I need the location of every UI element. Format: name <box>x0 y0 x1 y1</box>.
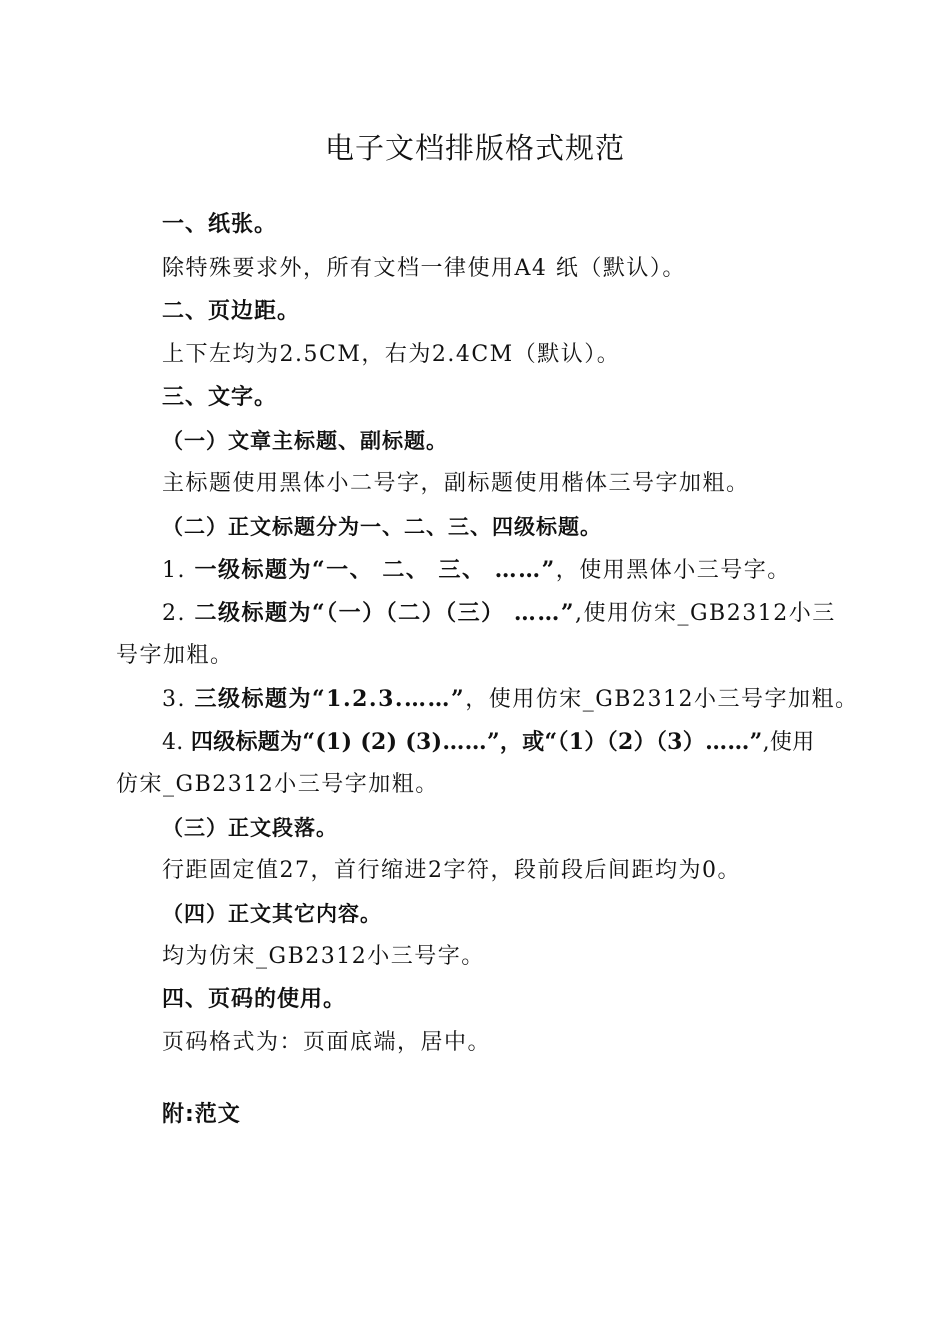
subsection-heading-other: （四）正文其它内容。 <box>162 902 382 926</box>
document-title: 电子文档排版格式规范 <box>324 131 625 165</box>
list-item-number: 4. <box>162 730 184 755</box>
list-item-level2 <box>162 597 836 630</box>
list-item-rest-text: ,使用 <box>762 730 815 755</box>
section-body-margins: 上下左均为2.5CM，右为2.4CM（默认）。 <box>162 342 621 367</box>
list-item-rest-text: ，使用仿宋_GB2312小三号字加粗。 <box>465 687 859 712</box>
subsection-heading-levels: （二）正文标题分为一、二、三、四级标题。 <box>162 515 602 539</box>
list-item-number: 2. <box>162 601 186 626</box>
subsection-body-titles: 主标题使用黑体小二号字，副标题使用楷体三号字加粗。 <box>162 471 750 496</box>
list-item-level4 <box>162 726 815 759</box>
section-heading-margins: 二、页边距。 <box>162 299 301 324</box>
list-item-level4-continuation: 仿宋_GB2312小三号字加粗。 <box>116 772 439 797</box>
list-item-number: 1. <box>162 558 186 583</box>
list-item-level1 <box>162 554 791 587</box>
appendix-label: 附:范文 <box>162 1102 241 1127</box>
list-item-level2-continuation: 号字加粗。 <box>116 643 234 668</box>
subsection-heading-titles: （一）文章主标题、副标题。 <box>162 429 448 453</box>
list-item-bold-text: 三级标题为“1.2.3.……” <box>194 686 466 712</box>
section-heading-page-numbers: 四、页码的使用。 <box>162 987 347 1012</box>
list-item-bold-text: 四级标题为“(1) (2) (3)……”，或“（1）（2）（3）……” <box>190 729 763 755</box>
list-item-rest-text: ,使用仿宋_GB2312小三 <box>574 601 836 626</box>
subsection-heading-paragraphs: （三）正文段落。 <box>162 816 338 840</box>
list-item-level3 <box>162 683 858 716</box>
section-heading-text: 三、文字。 <box>162 385 278 410</box>
section-heading-paper: 一、纸张。 <box>162 212 278 237</box>
subsection-body-paragraphs: 行距固定值27，首行缩进2字符，段前段后间距均为0。 <box>162 858 741 883</box>
section-body-paper: 除特殊要求外，所有文档一律使用A4 纸（默认）。 <box>162 256 686 281</box>
subsection-body-other: 均为仿宋_GB2312小三号字。 <box>162 944 485 969</box>
list-item-number: 3. <box>162 687 186 712</box>
list-item-rest-text: ，使用黑体小三号字。 <box>555 558 791 583</box>
list-item-bold-text: 一级标题为“一、 二、 三、 ……” <box>194 557 556 583</box>
list-item-bold-text: 二级标题为“（一）（二）（三） ……” <box>194 600 575 626</box>
section-body-page-numbers: 页码格式为：页面底端，居中。 <box>162 1030 492 1055</box>
